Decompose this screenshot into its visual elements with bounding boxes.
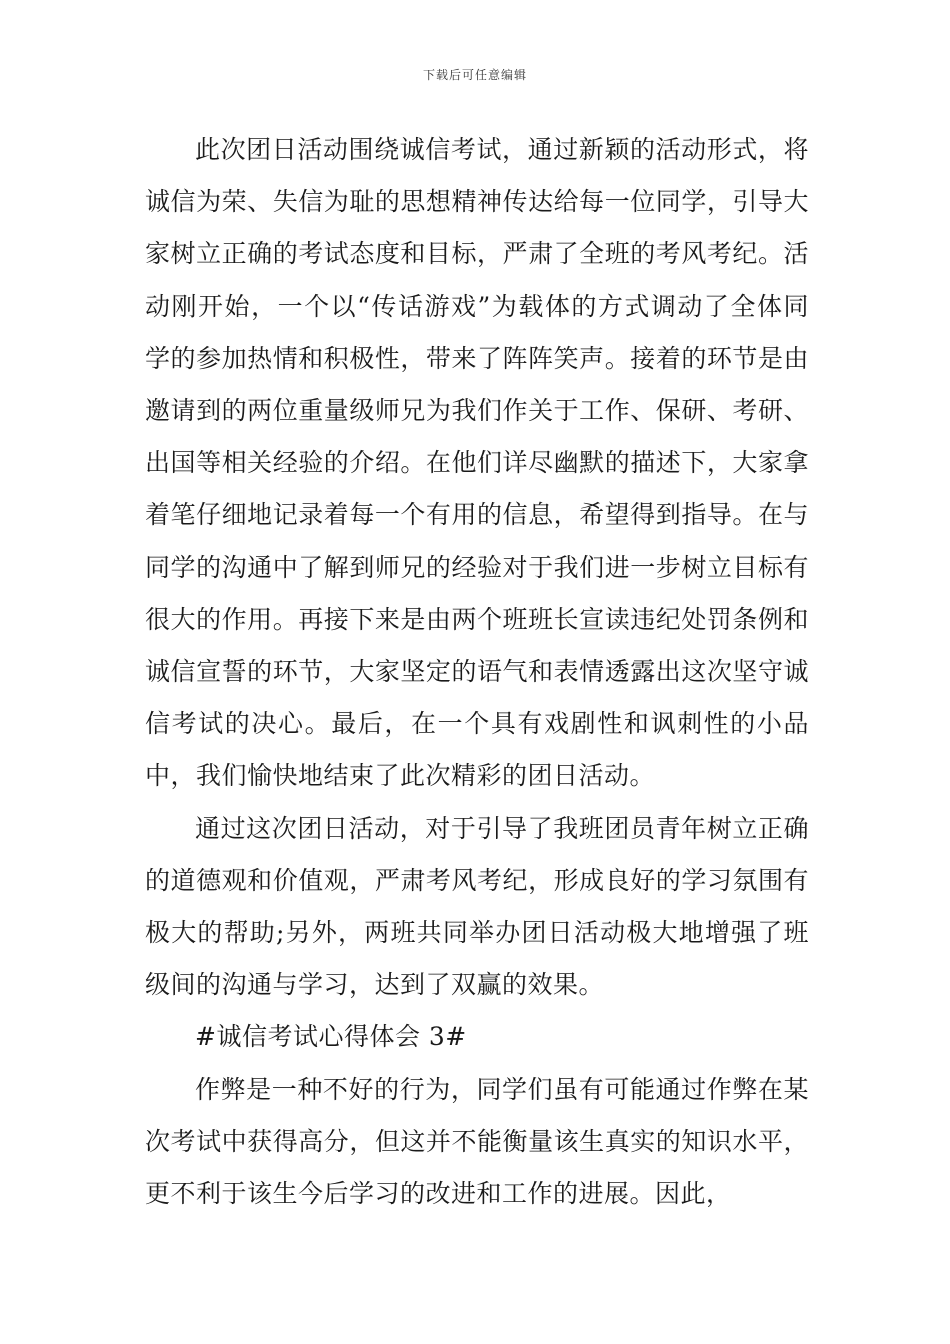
section-heading: #诚信考试心得体会 3#: [195, 1022, 467, 1052]
paragraph-cheating: 作弊是一种不好的行为，同学们虽有可能通过作弊在某次考试中获得高分，但这并不能衡量该生真实的知识水平，更不利于该生今后学习的改进和工作的进展。因此，: [145, 1074, 809, 1209]
page-header: 下载后可任意编辑: [422, 68, 527, 82]
document-body: [145, 124, 809, 1220]
paragraph-activity-summary: 此次团日活动围绕诚信考试，通过新颖的活动形式，将诚信为荣、失信为耻的思想精神传达给每一位同学，引导大家树立正确的考试态度和目标，严肃了全班的考风考纪。活动刚开始，一个以“传话游戏”为载体的方式调动了全体同学的参加热情和积极性，带来了阵阵笑声。接着的环节是由邀请到的两位重量级师兄为我们作关于工作、保研、考研、出国等相关经验的介绍。在他们详尽幽默的描述下，大家拿着笔仔细地记录着每一个有用的信息，希望得到指导。在与同学的沟通中了解到师兄的经验对于我们进一步树立目标有很大的作用。再接下来是由两个班班长宣读违纪处罚条例和诚信宣誓的环节，大家坚定的语气和表情透露出这次坚守诚信考试的决心。最后，在一个具有戏剧性和讽刺性的小品中，我们愉快地结束了此次精彩的团日活动。: [145, 135, 809, 791]
paragraph-activity-effect: 通过这次团日活动，对于引导了我班团员青年树立正确的道德观和价值观，严肃考风考纪，形成良好的学习氛围有极大的帮助;另外，两班共同举办团日活动极大地增强了班级间的沟通与学习，达到了双赢的效果。: [145, 813, 809, 1000]
